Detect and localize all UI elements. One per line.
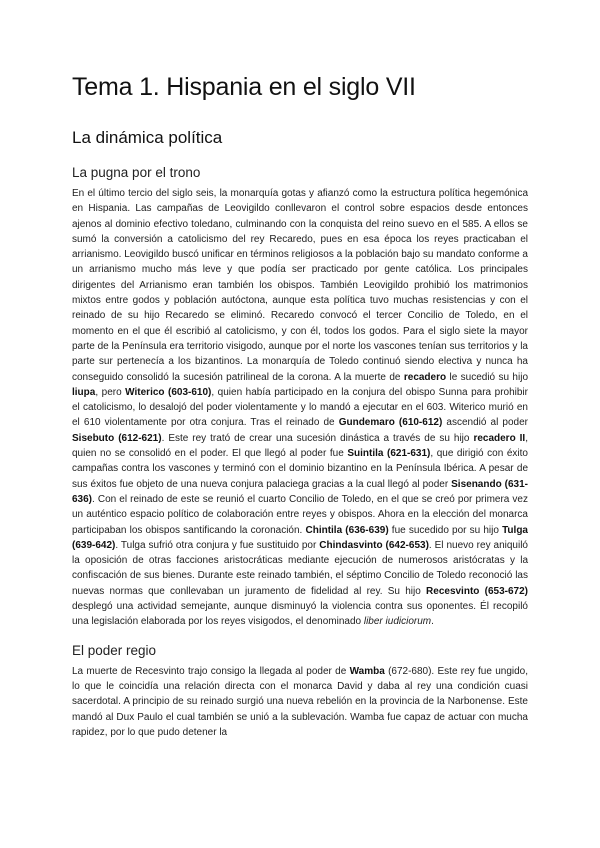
bold-term: Tulga (639-642) xyxy=(72,524,528,551)
text-run: , pero xyxy=(95,386,126,398)
bold-term: Witerico (603-610) xyxy=(125,386,212,398)
bold-term: recadero II xyxy=(473,432,526,444)
document-title: Tema 1. Hispania en el siglo VII xyxy=(72,73,416,101)
text-run: . Con el reinado de este se reunió el cuarto Concilio de Toledo, en el que se creó por primera vez un auténtico espacio político de colaboración entre reyes y obispos. Ahora en la elección del monarca participaban los obispos santificando la coronación. xyxy=(72,493,528,536)
bold-term: Chintila (636-639) xyxy=(305,524,389,536)
subsection-heading-poder-regio: El poder regio xyxy=(72,642,157,658)
paragraph-pugna-por-el-trono xyxy=(72,186,528,630)
text-run: . El nuevo rey aniquiló la oposición de otras facciones aristocráticas mediante ejecución de numerosos aristócratas y la confiscación de sus bienes. Durante este reinado también, el séptimo Concilio de Toledo reconoció las nuevas normas que conllevaban un juramento de fidelidad al rey. Su hijo xyxy=(72,539,528,597)
text-run: fue sucedido por su hijo xyxy=(388,524,503,536)
text-run: . Tulga sufrió otra conjura y fue sustituido por xyxy=(115,539,320,551)
text-run: , que dirigió con éxito campañas contra los vascones y terminó con el dominio bizantino en la Península Ibérica. A pesar de sus éxitos fue objeto de una nueva conjura palaciega gracias a la cual llegó al poder xyxy=(72,448,528,490)
subsection-heading-pugna: La pugna por el trono xyxy=(72,165,201,180)
bold-term: Suintila (621-631) xyxy=(347,448,431,460)
text-run: . xyxy=(431,616,434,628)
bold-term: Gundemaro (610-612) xyxy=(338,417,443,429)
bold-term: Sisebuto (612-621) xyxy=(72,432,162,444)
text-run: , quien no se consolidó en el poder. El que llegó al poder fue xyxy=(72,432,528,460)
bold-term: liupa xyxy=(72,386,96,398)
text-run: En el último tercio del siglo seis, la monarquía gotas y afianzó como la estructura política hegemónica en Hispania. Las campañas de Leovigildo conllevaron el control sobre espacios desde entonces ajenos al dominio efectivo toledano, culminando con la conquista del reino suevo en el 585. A ellos se sumó la conversión a catolicismo del rey Recaredo, pues en esa época los reyes practicaban el arrianismo. Leovigildo buscó unificar en términos religiosos a la población bajo su mandato conforme a un arrianismo mucho más leve y que podía ser practicado por gente católica. Los principales dirigentes del Arrianismo eran también los obispos. También Leovigildo prohibió los matrimonios mixtos entre godos y población autóctona, aunque esta política tuvo muchas resistencias y con el reinado de su hijo Recaredo se eliminó. Recaredo convocó el tercer Concilio de Toledo, en el momento en el que él escribió al catolicismo, y con él, todos los godos. Para el siglo siete la mayor parte de la Península era territorio visigodo, aunque por el norte los vascones tenían sus territorios y la parte sur pertenecía a los bizantinos. La monarquía de Toledo continuó siendo electiva y nunca ha conseguido consolidó la sucesión patrilineal de la corona. A la muerte de xyxy=(72,188,528,383)
text-run: le sucedió su hijo xyxy=(446,371,528,383)
bold-term: Chindasvinto (642-653) xyxy=(319,539,429,551)
bold-term: Sisenando (631-636) xyxy=(72,478,528,505)
text-run: ascendió al poder xyxy=(442,417,528,429)
text-run: desplegó una actividad semejante, aunque disminuyó la violencia contra sus oponentes. Él recopiló una legislación elaborada por los reyes visigodos, el denominado xyxy=(72,601,528,628)
section-title: La dinámica política xyxy=(72,128,223,147)
bold-term: Wamba xyxy=(349,665,385,677)
bold-term: recadero xyxy=(403,371,447,383)
text-run: , quien había participado en la conjura del obispo Sunna para prohibir el catolicismo, lo desalojó del poder violentamente y lo mandó a ejecutar en el 603. Witerico murió en el 610 violentamente por otra conjura. Tras el reinado de xyxy=(72,386,528,429)
text-run: La muerte de Recesvinto trajo consigo la llegada al poder de xyxy=(72,665,350,677)
text-run: (672-680). Este rey fue ungido, lo que le coincidía una relación directa con el monarca David y daba al rey una condición cuasi sacerdotal. A principio de su reinado surgió una nueva rebelión en la provincia de la Narbonense. Este mandó al Dux Paulo el cual también se unió a la sublevación. Wamba fue capaz de actuar con mucha rapidez, por lo que pudo detener la xyxy=(72,665,529,738)
italic-term: liber iudiciorum xyxy=(363,616,432,628)
bold-term: Recesvinto (653-672) xyxy=(426,585,528,597)
text-run: . Este rey trató de crear una sucesión dinástica a través de su hijo xyxy=(161,432,474,444)
paragraph-el-poder-regio xyxy=(72,664,528,740)
